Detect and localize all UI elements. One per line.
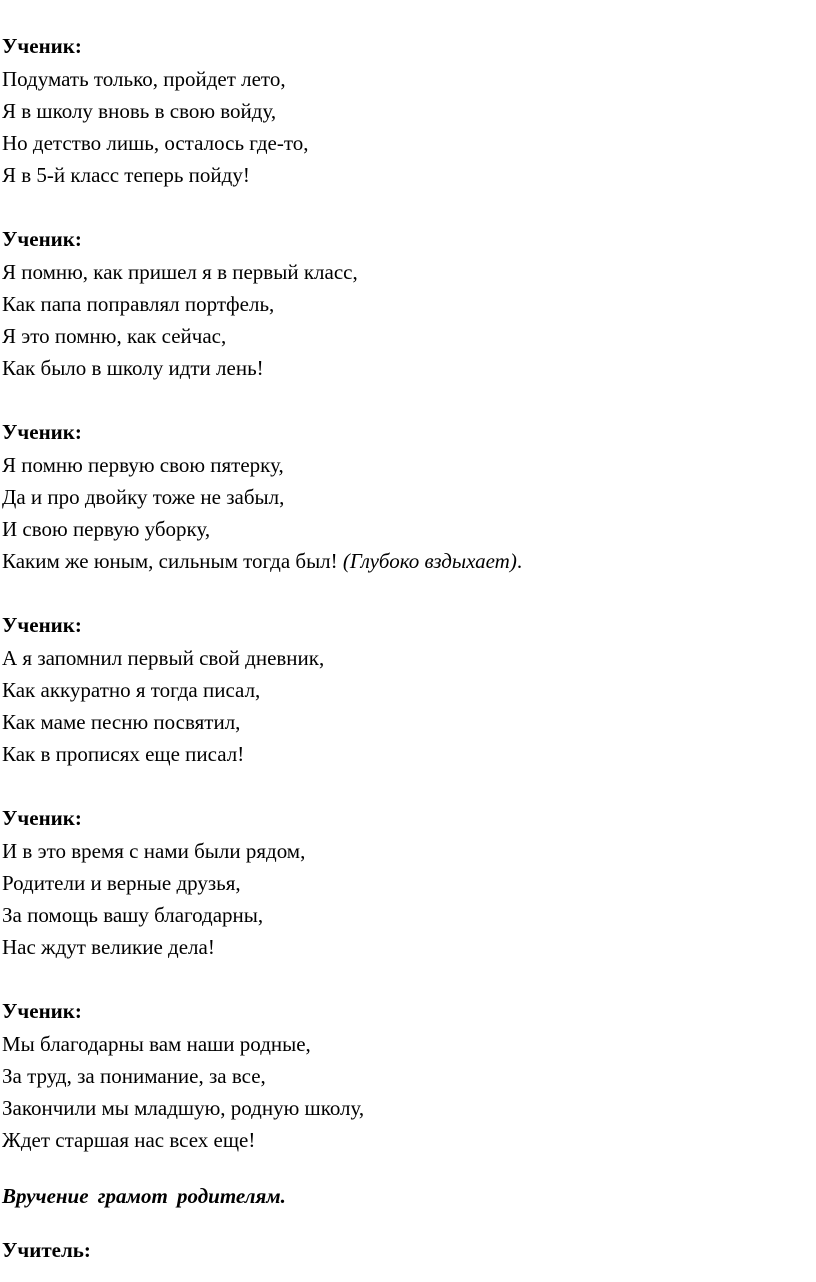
verse-line-with-stage-direction (2, 545, 802, 577)
stanza (2, 30, 802, 191)
stage-direction-period: . (516, 549, 523, 573)
verse-line: И в это время с нами были рядом, (2, 839, 306, 863)
verse-line: Как аккуратно я тогда писал, (2, 678, 261, 702)
verse-line: Родители и верные друзья, (2, 871, 241, 895)
stanza (2, 995, 802, 1156)
verse-line: Как было в школу идти лень! (2, 356, 264, 380)
verse-line: И свою первую уборку, (2, 517, 211, 541)
verse-line: Подумать только, пройдет лето, (2, 67, 286, 91)
verse-line: Я помню первую свою пятерку, (2, 453, 284, 477)
verse-line: Как маме песню посвятил, (2, 710, 241, 734)
speaker-label: Ученик: (2, 420, 82, 444)
verse-line: А я запомнил первый свой дневник, (2, 646, 325, 670)
stanza (2, 416, 802, 577)
document-page (2, 30, 802, 1266)
section-heading: Вручение грамот родителям. (2, 1184, 286, 1208)
verse-line: Я в 5-й класс теперь пойду! (2, 163, 250, 187)
verse-line: Я помню, как пришел я в первый класс, (2, 260, 358, 284)
verse-line: Мы благодарны вам наши родные, (2, 1032, 311, 1056)
teacher-speaker-label: Учитель: (2, 1238, 91, 1262)
stanza (2, 609, 802, 770)
verse-line: Как папа поправлял портфель, (2, 292, 275, 316)
stanza (2, 223, 802, 384)
verse-line: Нас ждут великие дела! (2, 935, 215, 959)
verse-line: Я это помню, как сейчас, (2, 324, 227, 348)
speaker-label: Ученик: (2, 613, 82, 637)
stanza (2, 802, 802, 963)
speaker-label: Ученик: (2, 34, 82, 58)
stage-direction: (Глубоко вздыхает) (342, 549, 517, 573)
verse-line: Ждет старшая нас всех еще! (2, 1128, 256, 1152)
verse-line: Но детство лишь, осталось где-то, (2, 131, 309, 155)
verse-line: За помощь вашу благодарны, (2, 903, 264, 927)
verse-line: Закончили мы младшую, родную школу, (2, 1096, 365, 1120)
verse-line: Да и про двойку тоже не забыл, (2, 485, 285, 509)
verse-line-text: Каким же юным, сильным тогда был! (2, 549, 338, 573)
verse-line: Я в школу вновь в свою войду, (2, 99, 277, 123)
speaker-label: Ученик: (2, 999, 82, 1023)
verse-line: Как в прописях еще писал! (2, 742, 245, 766)
verse-line: За труд, за понимание, за все, (2, 1064, 266, 1088)
speaker-label: Ученик: (2, 227, 82, 251)
speaker-label: Ученик: (2, 806, 82, 830)
